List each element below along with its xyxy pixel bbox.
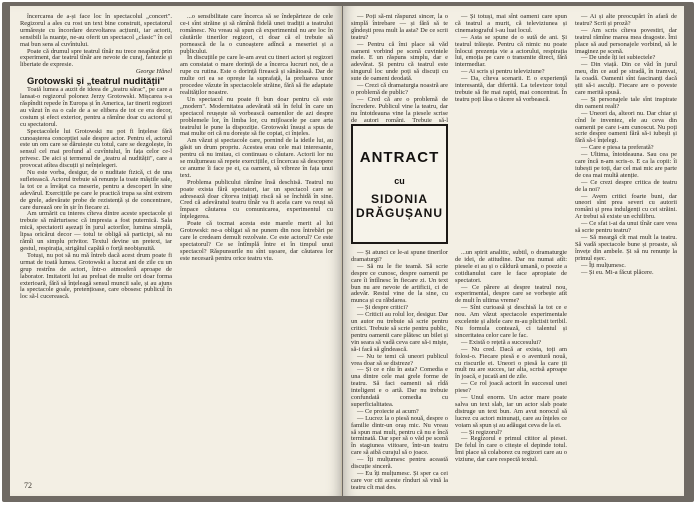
text-paragraph: — Și despre critici? [357, 304, 408, 312]
text-paragraph: — Ce rol joacă actorii în succesul unei piese? [455, 380, 567, 395]
text-paragraph: Am urmărit cu interes cîteva dintre aceste spectacole și trebuie să mărturisesc că impresia a fost puternică. Sala mică, spectatorii așezați în jurul actorilor, lumina simplă, lipsa oricărui decor — totul te obligă să participi, să nu rămîi un simplu privitor. Textul devine un pretext, iar gestul, respirația, strigătul capătă o forță neobișnuită. [20, 210, 172, 252]
text-paragraph: — Da, cîteva scenarii. E o experiență interesantă, dar diferită. La televizor totul trebuie să fie mai rapid, mai concentrat. În teatru poți lăsa o tăcere să vorbească. [455, 75, 567, 103]
text-paragraph: — Îți mulțumesc pentru această discuție sinceră. [351, 456, 448, 471]
right-column-2-bottom [455, 250, 567, 488]
text-paragraph: — Ce crezi despre critica de teatru de la noi? [575, 178, 677, 193]
text-paragraph: — Ce sfat i-ai da unui tînăr care vrea să scrie pentru teatru? [575, 220, 677, 235]
text-paragraph: — Uneori da, alteori nu. Dar chiar și cînd le inventez, ele au ceva din oamenii pe care i-am cunoscut. Nu poți scrie despre oameni fără să-i iubești și fără să-i înțelegi. [575, 109, 677, 145]
text-paragraph: — Lucrez la o piesă nouă, despre o familie dintr-un oraș mic. Nu vreau să spun mai mult, pentru că nu e încă terminată. Dar sper să o văd pe scenă în stagiunea viitoare, într-un teatru care să aibă curajul să o joace. [351, 414, 448, 457]
text-paragraph: — Să meargă cît mai mult la teatru. Să vadă spectacole bune și proaste, să învețe din ambele. Și să nu renunțe la primul eșec. [575, 234, 677, 262]
text-paragraph: Toată lumea a auzit de ideea de „teatru sărac", pe care a lansat-o regizorul polonez Jerzy Grotowski. Mișcarea s-a răspîndit repede în Europa și în America, iar tinerii regizori au văzut în ea o cale de a se elibera de tot ce era decor, costum și efect exterior, pentru a rămîne doar cu actorul și cu spectatorul. [20, 86, 172, 128]
text-paragraph: — Ai scris și pentru televiziune? [461, 68, 545, 76]
text-paragraph: Spectacolele lui Grotowski nu pot fi înțelese fără cunoașterea concepției sale despre actor. Pentru el, actorul este un om care se dăruiește cu totul, care se dezgolește, în sensul cel mai profund al cuvîntului, în fața celor ce-l privesc. De aici și termenul de „teatru al nudității", care a provocat atîtea discuții și neînțelegeri. [20, 127, 172, 170]
article-body-continued [180, 14, 333, 263]
text-paragraph: Am văzut și spectacole care, pornind de la ideile lui, au găsit un drum propriu. Acestea erau cele mai interesante, pentru că nu imitau, ci continuau o căutare. Actorii lor nu se mulțumeau să repete exercițiile, ci încercau să descopere ce anume îi face pe ei, ca oameni, să vibreze în fața unui text. [180, 137, 333, 179]
text-paragraph: — Să nu le fie teamă. Să scrie despre ce cunosc, despre oamenii pe care îi întîlnesc în fiecare zi. Un text bun nu are nevoie de artificii, ci de adevăr. Restul vine de la sine, cu munca și cu răbdarea. [351, 262, 448, 305]
text-paragraph: — Și personajele tale sînt inspirate din oameni reali? [575, 95, 677, 110]
text-paragraph: — Eu îți mulțumesc. Și sper ca cei care vor citi aceste rînduri să vină la teatru cît mai des. [351, 470, 448, 491]
text-paragraph: Poate că drumul spre teatrul tînăr nu trece neapărat prin experiment, dar teatrul tînăr are nevoie de curaj, fantezie și libertate de expresie. [20, 47, 172, 69]
article-heading: Grotowski și „teatrul nudității" [27, 76, 165, 88]
text-paragraph: Totuși, nu pot să nu mă întreb dacă acest drum poate fi urmat de toată lumea. Grotowski a lucrat ani de zile cu un grup restrîns de actori, într-o atmosferă aproape de laborator. Imitatorii lui au preluat de multe ori doar forma exterioară, fără să înțeleagă sensul muncii sale, și au ajuns la spectacole goale, pretențioase, care obosesc publicul în loc să-l cucerească. [20, 251, 172, 301]
page-number: 72 [24, 481, 32, 490]
text-paragraph: — Nu cred. Dacă ar exista, toți am folosi-o. Fiecare piesă e o aventură nouă, cu riscurile ei. Uneori o piesă la care ții mult nu are succes, iar alta, scrisă aproape în joacă, e jucată ani de zile. [455, 345, 567, 381]
left-column-2 [180, 14, 333, 478]
text-paragraph: — Regizorul e primul cititor al piesei. De felul în care o citește el depinde totul. Îmi place să colaborez cu regizori care au o viziune, dar care respectă textul. [455, 435, 567, 464]
text-paragraph: ...un spirit analitic, subtil, o dramaturgie de idei, de atitudine. Dar nu numai atît: piesele ei au și o căldură umană, o poezie a cotidianului care le face apropiate de spectatori. [455, 249, 567, 284]
right-page [343, 6, 684, 496]
right-column-3 [575, 14, 677, 488]
box-title-antract: ANTRACT [359, 148, 440, 166]
text-paragraph: — Și ce e rău în asta? Comedia e una dintre cele mai grele forme de teatru. Să faci oamenii să rîdă inteligent e o artă. Dar nu trebuie confundată comedia cu superficialitatea. [351, 366, 448, 408]
text-paragraph: Un spectacol nu poate fi bun doar pentru că este „modern". Modernitatea adevărată stă în felul în care un spectacol reușește să vorbească oamenilor de azi despre problemele lor, în limba lor, cu mijloacele pe care arta teatrului le pune la dispoziție. Grotowski însuși a spus de mai multe ori că nu dorește să fie copiat, ci înțeles. [180, 95, 333, 138]
text-paragraph: — Și eu. Mi-a făcut plăcere. [581, 268, 654, 276]
box-title-name: SIDONIA DRĂGUȘANU [356, 191, 443, 220]
text-paragraph: — Ultima, întotdeauna. Sau cea pe care încă n-am scris-o. E ca la copii: îi iubești pe toți, dar cel mai mic are parte de cea mai multă atenție. [575, 151, 677, 179]
right-column-2-top [455, 14, 567, 118]
text-paragraph: — Asta se spune de o sută de ani. Și teatrul trăiește. Pentru că nimic nu poate înlocui prezența vie a actorului, respirația lui, emoția pe care o transmite direct, fără intermediar. [455, 33, 567, 69]
right-column-1-top [351, 13, 448, 124]
text-paragraph: ...o sensibilitate care încerca să se îndepărteze de cele ce-i sînt străine și să rămînă fidelă unei tradiții a teatrului românesc. Nu vreau să spun că experimentul nu are loc în căutările tinerilor regizori, ci doar că el trebuie să pornească de la o cunoaștere adîncă a meseriei și a publicului. [180, 13, 333, 55]
text-paragraph: — Sînt curioasă și deschisă la tot ce e nou. Am văzut spectacole experimentale excelente și altele care m-au plictisit teribil. Nu formula contează, ci talentul și sinceritatea celor care le fac. [455, 304, 567, 339]
text-paragraph: — Și totuși, mai sînt oameni care spun că teatrul a murit, că televiziunea și cinematograful i-au luat locul. [455, 13, 567, 34]
text-paragraph: — Nu te temi că uneori publicul vrea doar să se distreze? [351, 352, 448, 367]
text-paragraph: În discuțiile pe care le-am avut cu tineri actori și regizori am constatat o mare dorință de a încerca lucruri noi, de a rupe cu rutina. Este o dorință firească și sănătoasă. Dar de multe ori ea se oprește la suprafață, la preluarea unor procedee văzute în spectacolele străine, fără să fie adaptate realităților noastre. [180, 54, 333, 96]
text-paragraph: — Avem critici foarte buni, dar uneori sînt prea severi cu autorii români și prea indulgenți cu cei străini. Ar trebui să existe un echilibru. [575, 192, 677, 221]
text-paragraph: — Ai și alte preocupări în afară de teatru? Scrii și proză? [575, 13, 677, 27]
text-paragraph: Poate că tocmai acesta este marele merit al lui Grotowski: ne-a obligat să ne punem din nou întrebări pe care le credeam demult rezolvate. Ce este actorul? Ce este spectatorul? Ce se întîmplă între ei în timpul unui spectacol? Răspunsurile nu sînt ușoare, dar căutarea lor este necesară pentru orice teatru viu. [180, 220, 333, 262]
left-column-1 [20, 14, 172, 478]
text-paragraph: — Și regizorul? [461, 428, 502, 436]
box-title-cu: cu [394, 175, 405, 186]
antract-title-box [351, 124, 448, 244]
right-column-1-bottom [351, 249, 448, 491]
article-signature: George Hănel [135, 68, 172, 76]
text-paragraph: — Unul enorm. Un actor mare poate salva un text slab, iar un actor slab poate distruge un text bun. Am avut norocul să lucrez cu actori minunați, care au înțeles ce voiam să spun și au adăugat ceva de la ei. [455, 394, 567, 429]
text-paragraph: — Și atunci ce le-ai spune tinerilor dramaturgi? [351, 249, 448, 263]
text-paragraph: — Îți mulțumesc. [581, 261, 626, 269]
magazine-spread [2, 2, 694, 502]
left-page [10, 6, 342, 496]
text-paragraph: Problema publicului rămîne însă deschisă. Teatrul nu poate exista fără spectatori, iar un spectacol care se adresează doar cîtorva inițiați riscă să se închidă în sine. Cred că adevăratul teatru tînăr va fi acela care va reuși să împace căutarea cu comunicarea, experimentul cu înțelegerea. [180, 178, 333, 221]
text-paragraph: — Am scris cîteva povestiri, dar teatrul rămîne marea mea dragoste. Îmi place să aud personajele vorbind, să le imaginez pe scenă. [575, 26, 677, 55]
text-paragraph: Nu este vorba, desigur, de o nuditate fizică, ci de una sufletească. Actorul trebuie să renunțe la toate măștile sale, la tot ce a învățat ca meserie, pentru a descoperi în sine adevărul. Exercițiile pe care le practică trupa sa sînt extrem de grele, adevărate probe de rezistență și de concentrare, care durează ore în șir în fiecare zi. [20, 169, 172, 211]
text-paragraph: — Care e piesa ta preferată? [581, 144, 654, 152]
text-paragraph: — Există o rețetă a succesului? [461, 338, 542, 346]
text-paragraph: — Pentru că îmi place să văd oameni vorbind pe scenă cuvintele mele. E un răspuns simplu, dar e adevărat. Și pentru că teatrul este singurul loc unde poți să discuți cu sute de oameni deodată. [351, 40, 448, 83]
text-paragraph: — Poți să-mi răspunzi sincer, la o simplă întrebare — și fără să te gîndești prea mult la asta? De ce scrii teatru? [351, 13, 448, 41]
text-paragraph: — Cred că are o problemă de încredere. Publicul vine la teatru, dar nu întotdeauna vine la piesele scrise de autori români. Trebuie să-l [351, 95, 448, 124]
text-paragraph: — Din viață. Din ce văd în jurul meu, din ce aud pe stradă, în tramvai, la coadă. Oamenii sînt fascinanți dacă știi să-i asculți. Fiecare are o poveste care merită spusă. [575, 61, 677, 96]
article-body [20, 87, 172, 301]
text-paragraph: încercarea de a-și face loc în spectacolul „concert". Regizorul a ales cu rost un text bine construit, spectatorul urmărește cu încordare dezvoltarea acțiunii, iar actorii, sensibili la nuanțe, ne-au oferit un spectacol „clasic" în cel mai bun sens al cuvîntului. [20, 13, 172, 48]
text-paragraph: — Criticii au rolul lor, desigur. Dar un autor nu trebuie să scrie pentru critici. Trebuie să scrie pentru public, pentru oamenii care plătesc un bilet și vin seara să vadă ceva care să-i miște, să-i facă să gîndească. [351, 311, 448, 353]
text-paragraph: — Crezi că dramaturgia noastră are o problemă de public? [351, 82, 448, 96]
intro-paragraphs [20, 14, 172, 69]
text-paragraph: — Ce proiecte ai acum? [357, 407, 419, 415]
text-paragraph: — Ce părere ai despre teatrul nou, experimental, despre care se vorbește atît de mult în ultima vreme? [455, 283, 567, 305]
text-paragraph: — De unde îți iei subiectele? [581, 54, 656, 62]
